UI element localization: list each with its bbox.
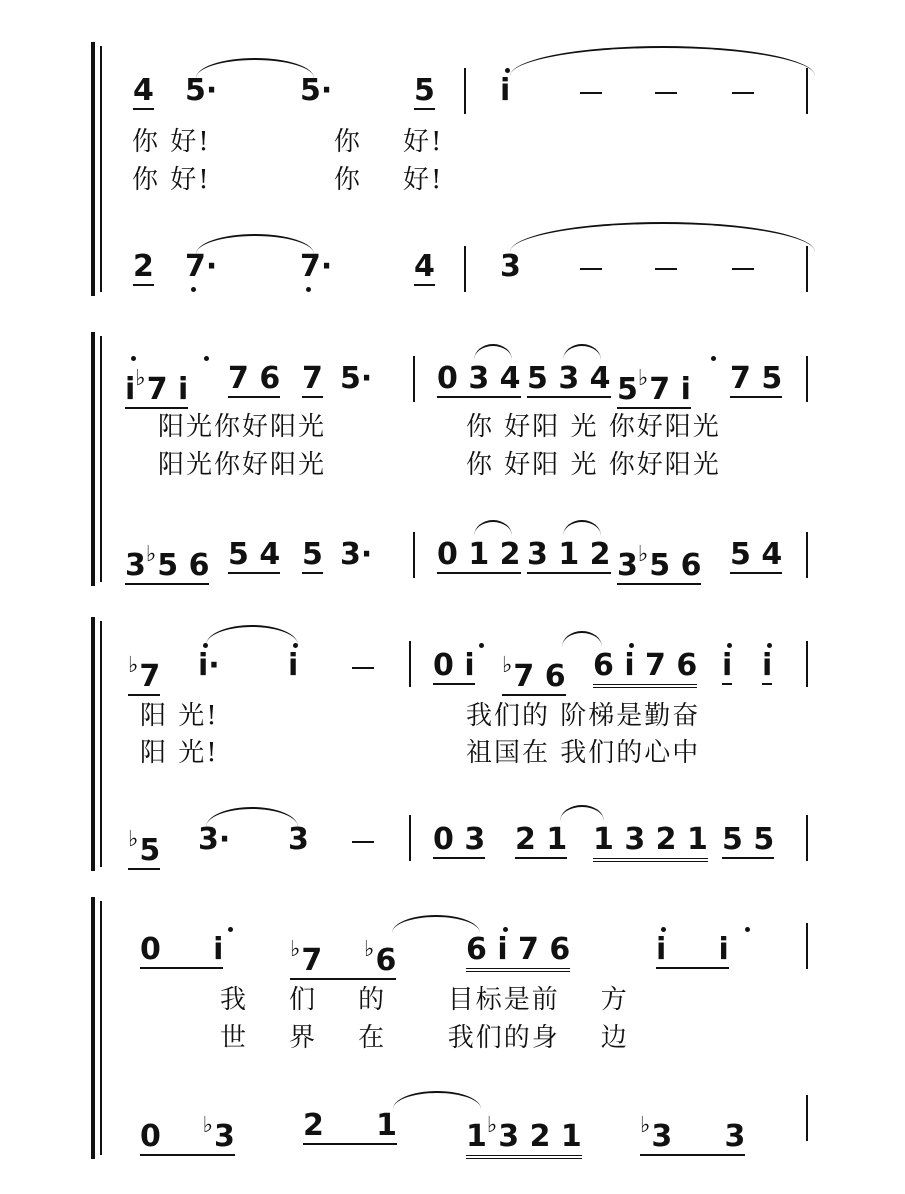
note: 7· bbox=[300, 249, 333, 284]
high-octave-dot bbox=[711, 356, 716, 361]
note-group: 0 i bbox=[140, 932, 224, 967]
lyric-line-1b: 你 好阳 光 你好阳光 bbox=[466, 412, 721, 442]
note: 2 bbox=[133, 249, 154, 284]
system-bracket-thin bbox=[100, 336, 102, 582]
note-group: i♭7 i bbox=[125, 366, 189, 407]
lyric-line-2: 世 界 在 我们的身 边 bbox=[220, 1023, 629, 1053]
slur bbox=[510, 46, 815, 76]
note: 5· bbox=[185, 73, 218, 108]
high-octave-dot bbox=[727, 643, 732, 648]
lyric-line-2: 你 好! 你 好! bbox=[132, 165, 444, 195]
system-bracket bbox=[91, 617, 95, 871]
note-group: 5 4 bbox=[228, 537, 281, 572]
note: i bbox=[762, 648, 773, 683]
note-group: 3♭5 6 bbox=[617, 542, 702, 583]
slur bbox=[393, 1091, 481, 1109]
high-octave-dot bbox=[228, 927, 233, 932]
slur bbox=[196, 58, 314, 78]
score-system-2 bbox=[0, 330, 905, 590]
hold-dash bbox=[580, 92, 602, 94]
high-octave-dot bbox=[767, 643, 772, 648]
slur bbox=[510, 222, 815, 252]
note: 5· bbox=[340, 361, 373, 396]
lyric-line-1: 你 好! 你 好! bbox=[132, 127, 444, 157]
lyric-line-2b: 你 好阳 光 你好阳光 bbox=[466, 450, 721, 480]
lyric-line-1: 阳光你好阳光 bbox=[158, 412, 327, 442]
low-octave-dot bbox=[191, 287, 196, 292]
note-group: 0 3 bbox=[433, 822, 486, 857]
barline bbox=[806, 532, 808, 578]
slur bbox=[563, 520, 601, 536]
system-bracket-thin bbox=[100, 621, 102, 867]
high-octave-dot bbox=[661, 927, 666, 932]
note: 3 bbox=[500, 249, 521, 284]
lyric-line-1: 我 们 的 目标是前 方 bbox=[220, 985, 629, 1015]
slur bbox=[206, 807, 298, 827]
barline bbox=[806, 641, 808, 687]
system-bracket bbox=[91, 42, 95, 296]
note: i bbox=[288, 648, 299, 683]
barline bbox=[413, 356, 415, 402]
lyric-line-2b: 祖国在 我们的心中 bbox=[466, 738, 701, 768]
slur bbox=[206, 625, 298, 645]
note-group: 5 4 bbox=[730, 537, 783, 572]
hold-dash bbox=[352, 667, 374, 669]
note-group: 0 1 2 bbox=[437, 537, 521, 572]
slur bbox=[392, 915, 480, 933]
lyric-line-2: 阳 光! bbox=[140, 738, 219, 768]
slur bbox=[562, 631, 602, 647]
hold-dash bbox=[655, 92, 677, 94]
note: 5 bbox=[414, 73, 435, 108]
note: i bbox=[500, 73, 511, 108]
barline bbox=[806, 246, 808, 292]
note: 7 bbox=[302, 361, 323, 396]
note-group: 0 3 4 bbox=[437, 361, 521, 396]
note-group: 7 6 bbox=[228, 361, 281, 396]
note-group: 0 i bbox=[433, 648, 475, 683]
note: 5 bbox=[302, 537, 323, 572]
note: i· bbox=[198, 648, 220, 683]
slur bbox=[474, 520, 512, 536]
note: 4 bbox=[414, 249, 435, 284]
barline bbox=[806, 68, 808, 114]
score-system-4 bbox=[0, 895, 905, 1165]
hold-dash bbox=[732, 92, 754, 94]
high-octave-dot bbox=[204, 356, 209, 361]
note: ♭5 bbox=[128, 827, 161, 868]
note-group: 3 1 2 bbox=[527, 537, 611, 572]
note-group: 1 3 2 1 bbox=[593, 825, 708, 862]
hold-dash bbox=[580, 268, 602, 270]
system-bracket bbox=[91, 332, 95, 586]
barline bbox=[409, 815, 411, 861]
score-system-3 bbox=[0, 615, 905, 875]
high-octave-dot bbox=[293, 643, 298, 648]
note: 5· bbox=[300, 73, 333, 108]
lyric-line-2: 阳光你好阳光 bbox=[158, 450, 327, 480]
barline bbox=[413, 532, 415, 578]
note: ♭7 bbox=[128, 653, 161, 694]
note-group: 7 5 bbox=[730, 361, 783, 396]
slur bbox=[474, 344, 512, 360]
barline bbox=[464, 68, 466, 114]
note: 3· bbox=[198, 822, 231, 857]
note: 4 bbox=[133, 73, 154, 108]
system-bracket-thin bbox=[100, 46, 102, 292]
low-octave-dot bbox=[306, 287, 311, 292]
note: i bbox=[722, 648, 733, 683]
note: 7· bbox=[185, 249, 218, 284]
barline bbox=[464, 246, 466, 292]
note-group: 0 ♭3 bbox=[140, 1113, 235, 1154]
note-group: i i bbox=[656, 932, 729, 967]
note-group: ♭3 3 bbox=[640, 1113, 746, 1154]
system-bracket bbox=[91, 897, 95, 1159]
note-group: 2 1 bbox=[515, 822, 568, 857]
note-group: 6 i 7 6 bbox=[593, 651, 697, 688]
barline bbox=[806, 356, 808, 402]
note-group: ♭7 6 bbox=[502, 653, 566, 694]
high-octave-dot bbox=[629, 643, 634, 648]
note-group: 6 i 7 6 bbox=[466, 935, 570, 972]
slur bbox=[560, 805, 604, 821]
note-group: 1♭3 2 1 bbox=[466, 1111, 582, 1159]
slur bbox=[563, 344, 601, 360]
note: 3 bbox=[288, 822, 309, 857]
high-octave-dot bbox=[745, 927, 750, 932]
high-octave-dot bbox=[505, 68, 510, 73]
note-group: 5♭7 i bbox=[617, 366, 691, 407]
high-octave-dot bbox=[479, 643, 484, 648]
barline bbox=[806, 1095, 808, 1141]
barline bbox=[806, 923, 808, 969]
barline bbox=[409, 641, 411, 687]
note-group: 3♭5 6 bbox=[125, 542, 210, 583]
high-octave-dot bbox=[503, 927, 508, 932]
note-group: 5 3 4 bbox=[527, 361, 611, 396]
note-group: 2 1 bbox=[303, 1108, 397, 1143]
note-group: 5 5 bbox=[722, 822, 775, 857]
lyric-line-1: 阳 光! bbox=[140, 701, 219, 731]
slur bbox=[196, 234, 314, 254]
high-octave-dot bbox=[131, 356, 136, 361]
hold-dash bbox=[352, 841, 374, 843]
note: 3· bbox=[340, 537, 373, 572]
hold-dash bbox=[732, 268, 754, 270]
score-system-1 bbox=[0, 40, 905, 300]
note-group: ♭7 ♭6 bbox=[290, 937, 397, 978]
hold-dash bbox=[655, 268, 677, 270]
system-bracket-thin bbox=[100, 901, 102, 1155]
barline bbox=[806, 815, 808, 861]
lyric-line-1b: 我们的 阶梯是勤奋 bbox=[466, 701, 701, 731]
